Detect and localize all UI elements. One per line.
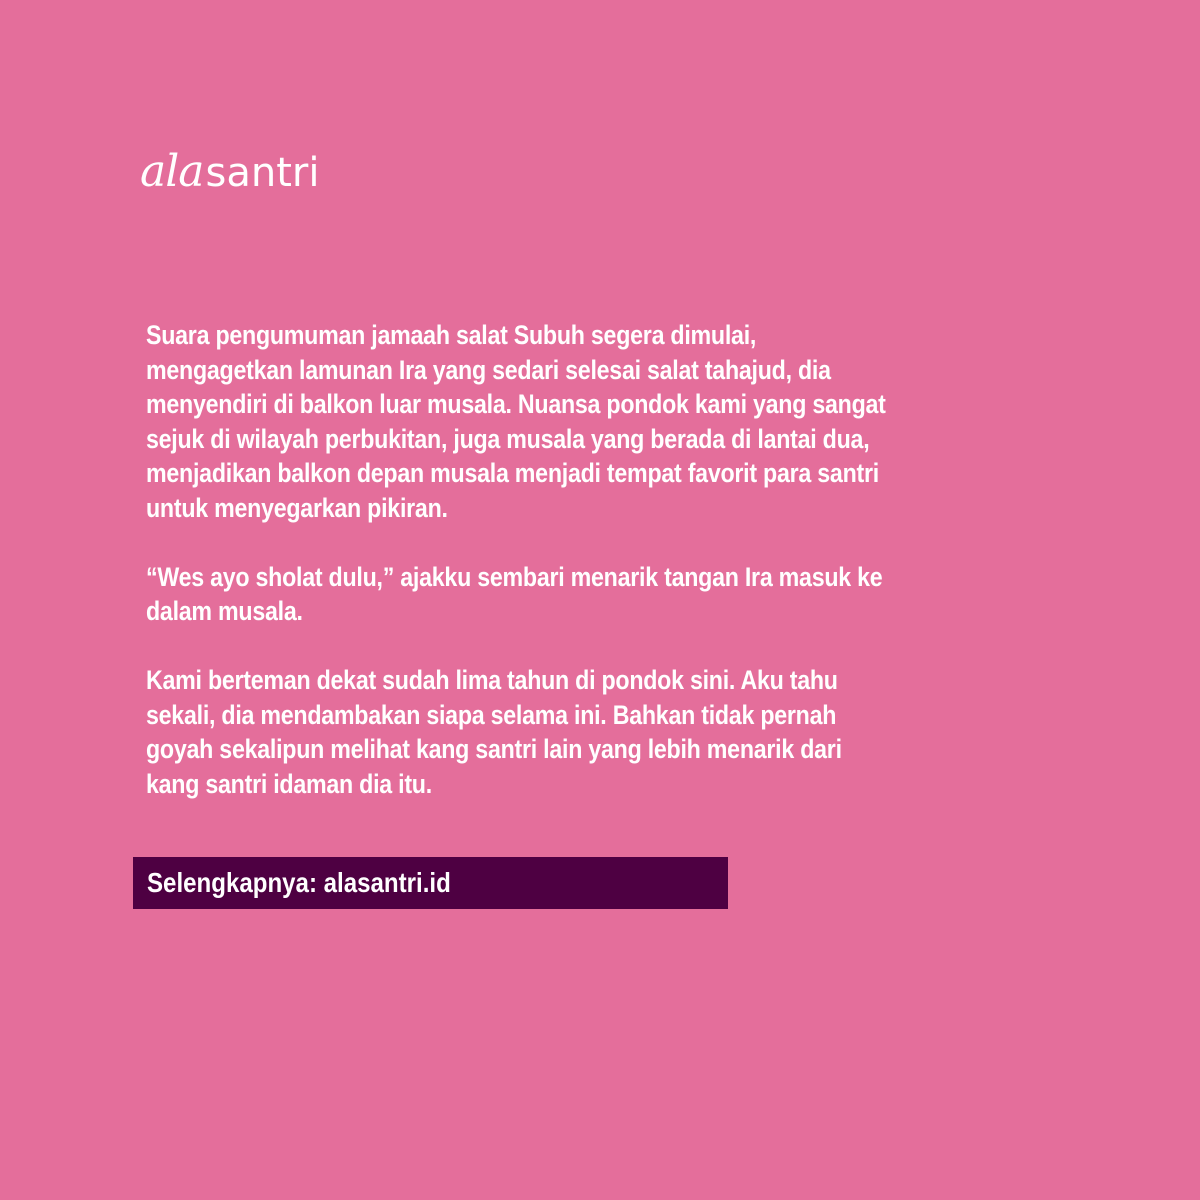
logo-main-text: santri (205, 150, 320, 196)
brand-logo (140, 146, 320, 200)
story-paragraph: Suara pengumuman jamaah salat Subuh segera dimulai, mengagetkan lamunan Ira yang sedari selesai salat tahajud, dia menyendiri di balkon luar musala. Nuansa pondok kami yang sangat sejuk di wilayah perbukitan, juga musala yang berada di lantai dua, menjadikan balkon depan musala menjadi tempat favorit para santri untuk menyegarkan pikiran. (146, 320, 886, 523)
read-more-banner (133, 857, 728, 909)
story-paragraph: “Wes ayo sholat dulu,” ajakku sembari menarik tangan Ira masuk ke dalam musala. (146, 561, 883, 626)
logo-script-text: ala (140, 146, 204, 197)
story-paragraph: Kami berteman dekat sudah lima tahun di pondok sini. Aku tahu sekali, dia mendambakan siapa selama ini. Bahkan tidak pernah goyah sekalipun melihat kang santri lain yang lebih menarik dari kang santri idaman dia itu. (146, 665, 842, 799)
read-more-link: Selengkapnya: alasantri.id (147, 867, 451, 898)
story-text (146, 318, 894, 801)
